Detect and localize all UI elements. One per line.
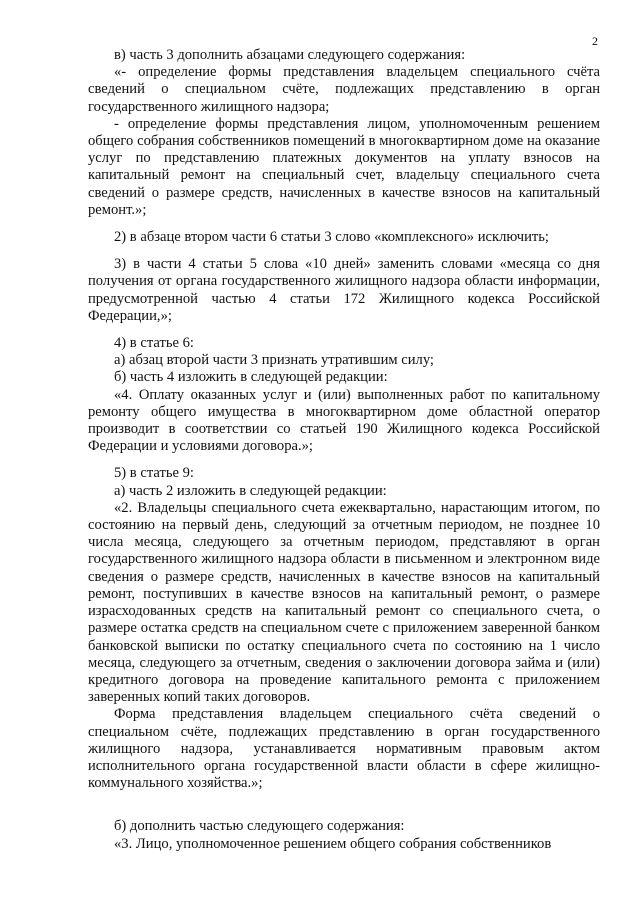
paragraph: «2. Владельцы специального счета ежеквартально, нарастающим итогом, по состоянию на первый день, следующий за отчетным периодом, не позднее 10 числа месяца, следующего за отчетным периодом, представляют в орган государственного жилищного надзора области в письменном и электронном виде сведения о размере средств, начисленных в качестве взносов на капитальный ремонт, поступивших в качестве взносов на капитальный ремонт, о размере израсходованных средств на капитальный ремонт со специального счета, о размере остатка средств на специальном счете с приложением заверенной банком банковской выписки по остатку специального счета по состоянию на 1 число месяца, следующего за отчетным, сведения о заключении договора займа и (или) кредитного договора на проведение капитального ремонта с приложением заверенных копий таких договоров. bbox=[88, 499, 600, 706]
paragraph: а) часть 2 изложить в следующей редакции: bbox=[114, 482, 387, 499]
paragraph: «4. Оплату оказанных услуг и (или) выполненных работ по капитальному ремонту общего имущества в многоквартирном доме областной оператор производит в соответствии со статьей 190 Жилищного кодекса Российской Федерации и условиями договора.»; bbox=[88, 386, 600, 455]
paragraph: б) часть 4 изложить в следующей редакции: bbox=[114, 369, 388, 386]
paragraph: 3) в части 4 статьи 5 слова «10 дней» заменить словами «месяца со дня получения от органа государственного жилищного надзора области информации, предусмотренной частью 4 статьи 172 Жилищного кодекса Российской Федерации,»; bbox=[88, 256, 600, 324]
paragraph: - определение формы представления лицом, уполномоченным решением общего собрания собственников помещений в многоквартирном доме на оказание услуг по представлению платежных документов на уплату взносов на капитальный ремонт на специальный счет, владельцу специального счета сведений о размере средств, начисленных в качестве взносов на капитальный ремонт.»; bbox=[88, 115, 600, 218]
paragraph: в) часть 3 дополнить абзацами следующего содержания: bbox=[114, 47, 466, 63]
paragraph: «- определение формы представления владельцем специального счёта сведений о специальном счёте, подлежащих представлению в орган государственного жилищного надзора; bbox=[88, 64, 600, 115]
paragraph: 2) в абзаце втором части 6 статьи 3 слово «комплексного» исключить; bbox=[114, 229, 549, 246]
paragraph: б) дополнить частью следующего содержания: bbox=[114, 818, 405, 835]
paragraph: 5) в статье 9: bbox=[114, 465, 194, 482]
page-number: 2 bbox=[592, 34, 598, 48]
paragraph: 4) в статье 6: bbox=[114, 335, 194, 352]
paragraph: а) абзац второй части 3 признать утратившим силу; bbox=[114, 352, 434, 369]
paragraph: «3. Лицо, уполномоченное решением общего собрания собственников bbox=[114, 835, 552, 852]
paragraph: Форма представления владельцем специального счёта сведений о специальном счёте, подлежащих представлению в орган государственного жилищного надзора, устанавливается нормативным правовым актом исполнительного органа государственной власти области в сфере жилищно-коммунального хозяйства.»; bbox=[88, 706, 600, 792]
document-body bbox=[88, 47, 600, 853]
